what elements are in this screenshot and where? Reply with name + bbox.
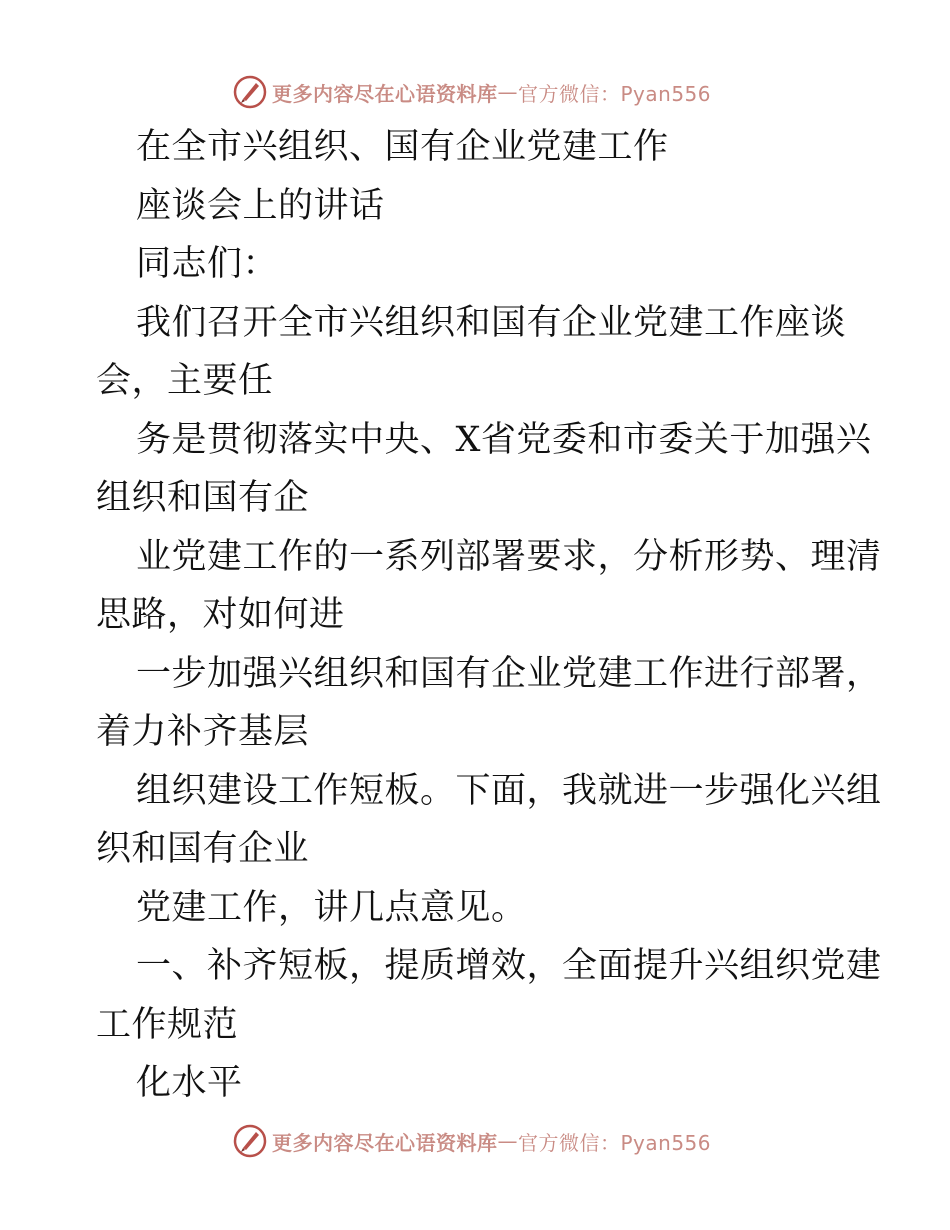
text-line: 工作规范 <box>96 1004 239 1045</box>
text-line: 业党建工作的一系列部署要求，分析形势、理清 <box>136 536 882 577</box>
text-line: 同志们： <box>136 244 279 284</box>
text-line: 座谈会上的讲话 <box>136 185 385 226</box>
header-watermark <box>232 72 711 112</box>
text-line: 党建工作，讲几点意见。 <box>136 887 527 928</box>
text-line: 一步加强兴组织和国有企业党建工作进行部署， <box>136 653 882 694</box>
footer-watermark <box>232 1121 711 1161</box>
text-line: 化水平 <box>136 1063 243 1103</box>
text-line: 在全市兴组织、国有企业党建工作 <box>136 127 669 167</box>
text-line: 组织建设工作短板。下面，我就进一步强化兴组 <box>136 770 882 811</box>
text-line: 组织和国有企 <box>96 478 310 518</box>
quill-logo-icon <box>232 1123 268 1159</box>
text-line: 我们召开全市兴组织和国有企业党建工作座谈 <box>136 302 847 343</box>
watermark-dash: — <box>497 80 518 104</box>
watermark-contact: 官方微信：Pyan556 <box>518 1130 712 1155</box>
watermark-contact: 官方微信：Pyan556 <box>518 81 712 106</box>
document-body <box>96 118 886 1113</box>
text-line: 会，主要任 <box>96 361 274 401</box>
text-line: 一、补齐短板，提质增效，全面提升兴组织党建 <box>136 946 882 986</box>
watermark-main-text: 更多内容尽在心语资料库 <box>272 81 498 106</box>
text-line: 着力补齐基层 <box>96 712 310 752</box>
watermark-main-text: 更多内容尽在心语资料库 <box>272 1130 498 1155</box>
text-line: 务是贯彻落实中央、X省党委和市委关于加强兴 <box>136 419 872 460</box>
quill-logo-icon <box>232 74 268 110</box>
text-line: 织和国有企业 <box>96 829 310 869</box>
text-line: 思路，对如何进 <box>96 595 345 635</box>
watermark-dash: — <box>497 1129 518 1153</box>
